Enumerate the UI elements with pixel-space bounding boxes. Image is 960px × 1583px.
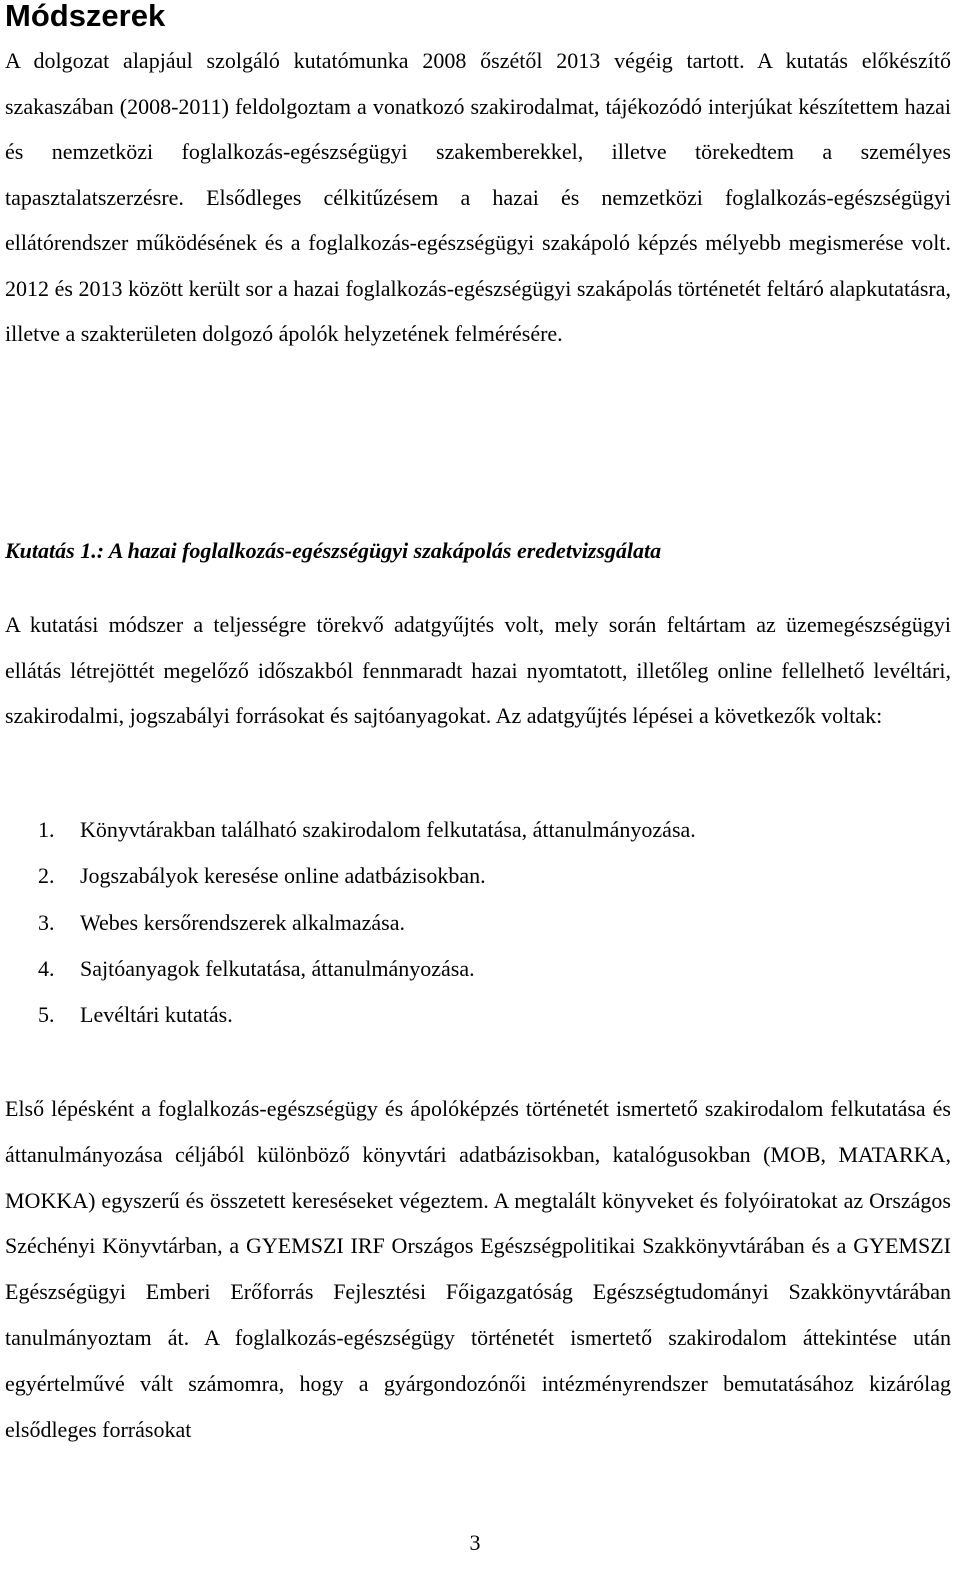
page-number: 3 <box>469 1530 481 1555</box>
list-item-number: 4. <box>38 955 55 981</box>
intro-paragraph: A dolgozat alapjául szolgáló kutatómunka 2008 őszétől 2013 végéig tartott. A kutatás előkészítő szakaszában (2008-2011) feldolgoztam a vonatkozó szakirodalmat, tájékozódó interjúkat készítettem hazai és nemzetközi foglalkozás-egészségügyi szakemberekkel, illetve törekedtem a személyes tapasztalatszerzésre. Elsődleges célkitűzésem a hazai és nemzetközi foglalkozás-egészségügyi ellátórendszer működésének és a foglalkozás-egészségügyi szakápoló képzés mélyebb megismerése volt. 2012 és 2013 között került sor a hazai foglalkozás-egészségügyi szakápolás történetét feltáró alapkutatásra, illetve a szakterületen dolgozó ápolók helyzetének felmérésére. <box>5 48 951 346</box>
list-item-text: Sajtóanyagok felkutatása, áttanulmányozása. <box>80 955 475 981</box>
method-paragraph: A kutatási módszer a teljességre törekvő adatgyűjtés volt, mely során feltártam az üzemegészségügyi ellátás létrejöttét megelőző időszakból fennmaradt hazai nyomtatott, illetőleg online fellelhető levéltári, szakirodalmi, jogszabályi forrásokat és sajtóanyagokat. Az adatgyűjtés lépései a következők voltak: <box>5 612 951 728</box>
list-item <box>38 946 696 992</box>
list-item-number: 2. <box>38 863 55 889</box>
list-item-number: 3. <box>38 909 55 935</box>
list-item-text: Webes kersőrendszerek alkalmazása. <box>80 909 406 935</box>
list-item <box>38 807 696 853</box>
list-item-number: 1. <box>38 817 55 842</box>
list-item <box>38 992 696 1038</box>
page-title: Módszerek <box>5 0 166 33</box>
first-step-paragraph: Első lépésként a foglalkozás-egészségügy és ápolóképzés történetét ismertető szakirodalom felkutatása és áttanulmányozása céljából különböző könyvtári adatbázisokban, katalógusokban (MOB, MATARKA, MOKKA) egyszerű és összetett kereséseket végeztem. A megtalált könyveket és folyóiratokat az Országos Széchényi Könyvtárban, a GYEMSZI IRF Országos Egészségpolitikai Szakkönyvtárában és a GYEMSZI Egészségügyi Emberi Erőforrás Fejlesztési Főigazgatóság Egészségtudományi Szakkönyvtárában tanulmányoztam át. A foglalkozás-egészségügy történetét ismertető szakirodalom áttekintése után egyértelművé vált számomra, hogy a gyárgondozónői intézményrendszer bemutatásához kizárólag elsődleges forrásokat <box>5 1096 951 1442</box>
list-item-text: Jogszabályok keresése online adatbázisokban. <box>80 863 486 889</box>
list-item-text: Könyvtárakban található szakirodalom felkutatása, áttanulmányozása. <box>80 817 696 842</box>
data-collection-steps <box>38 807 696 1038</box>
list-item <box>38 900 696 946</box>
list-item <box>38 853 696 899</box>
list-item-number: 5. <box>38 1002 55 1028</box>
section-subheading: Kutatás 1.: A hazai foglalkozás-egészségügyi szakápolás eredetvizsgálata <box>5 538 662 563</box>
list-item-text: Levéltári kutatás. <box>80 1002 233 1028</box>
